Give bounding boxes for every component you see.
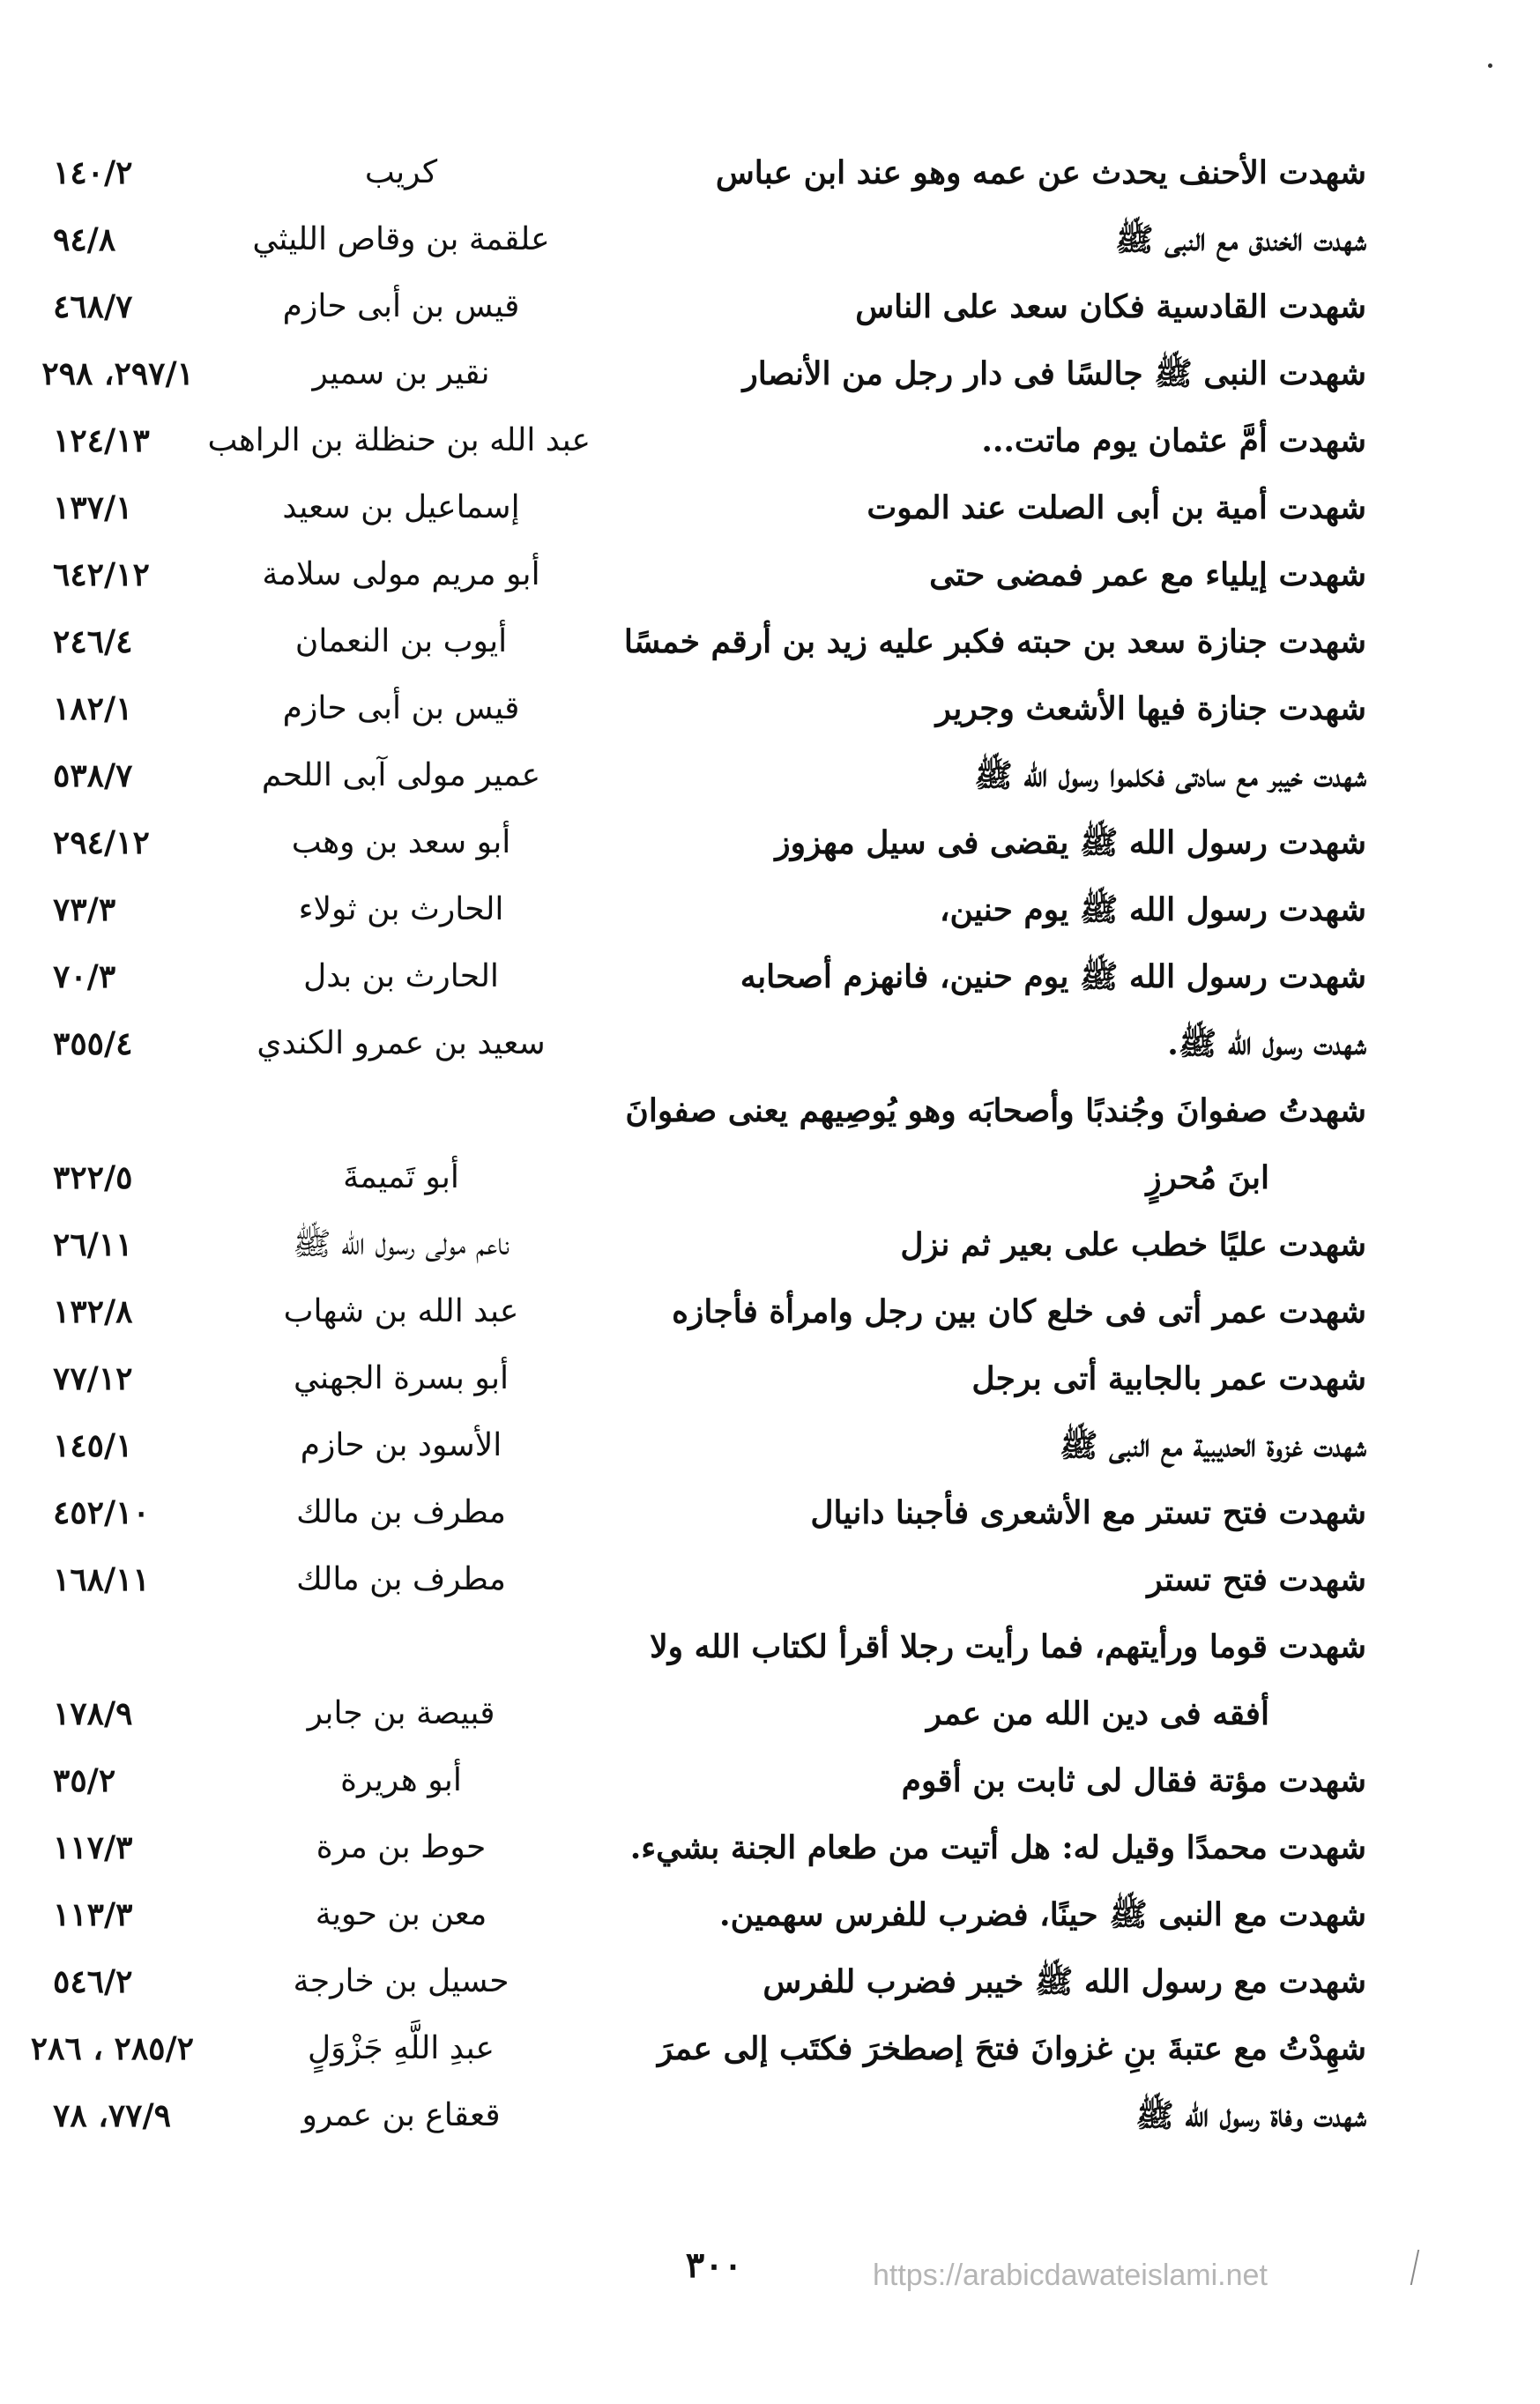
- hadith-phrase: شهدت مع النبى ﷺ حينًا، فضرب للفرس سهمين.: [719, 1896, 1366, 1933]
- hadith-phrase: شهدت الأحنف يحدث عن عمه وهو عند ابن عباس: [715, 154, 1366, 191]
- hadith-phrase: شهدت رسول الله ﷺ يقضى فى سيل مهزوز: [775, 824, 1366, 861]
- index-entry: [53, 876, 1366, 943]
- watermark-url[interactable]: https://arabicdawateislami.net: [873, 2259, 1268, 2292]
- volume-page-ref: ٧٠/٣: [53, 958, 116, 995]
- volume-page-ref: [53, 1613, 194, 1680]
- hadith-phrase: شهدت الخندق مع النبى ﷺ: [1115, 221, 1366, 258]
- index-entry: [30, 2015, 1366, 2082]
- page-speck: [1488, 63, 1492, 68]
- volume-page-ref: ١٦٨/١١: [53, 1561, 150, 1598]
- index-entry: [53, 742, 1366, 809]
- index-entry: [53, 474, 1366, 541]
- hadith-phrase: شهدت محمدًا وقيل له: هل أتيت من طعام الجنة بشيء.: [629, 1829, 1366, 1866]
- hadith-phrase: شهدت عليًا خطب على بعير ثم نزل: [900, 1226, 1366, 1263]
- narrator-name: أبو مريم مولى سلامة: [262, 556, 540, 592]
- index-entry: [53, 407, 1366, 474]
- narrator-name: سعيد بن عمرو الكندي: [257, 1025, 546, 1061]
- index-entry: [53, 273, 1366, 340]
- index-entry: [53, 1211, 1366, 1278]
- volume-page-ref: ٦٤٢/١٢: [53, 556, 150, 593]
- volume-page-ref: ٤٦٨/٧: [53, 288, 133, 325]
- hadith-phrase: شهدت غزوة الحديبية مع النبى ﷺ: [1060, 1427, 1366, 1464]
- volume-page-ref: ٢٤٦/٤: [53, 623, 133, 660]
- hadith-phrase: شهدت أمَّ عثمان يوم ماتت...: [981, 422, 1366, 459]
- index-entry: [53, 1881, 1366, 1948]
- volume-page-ref: ١٢٤/١٣: [53, 422, 150, 459]
- index-entry: [53, 2082, 1366, 2149]
- index-entry: [53, 1010, 1366, 1077]
- hadith-index-list: [30, 139, 1366, 2149]
- hadith-phrase: شهدت إيلياء مع عمر فمضى حتى: [929, 556, 1366, 593]
- volume-page-ref: ١٣٧/١: [53, 489, 133, 526]
- narrator-name: علقمة بن وقاص الليثي: [252, 221, 550, 257]
- narrator-name: عبد الله بن حنظلة بن الراهب: [207, 422, 591, 458]
- index-entry: [53, 139, 1366, 206]
- narrator-name: الحارث بن بدل: [303, 958, 499, 994]
- volume-page-ref: ٣٢٢/٥: [53, 1159, 133, 1196]
- narrator-name: ناعم مولى رسول الله ﷺ: [293, 1226, 510, 1262]
- volume-page-ref: ٣٥٥/٤: [53, 1025, 133, 1062]
- index-entry: [53, 1546, 1366, 1613]
- index-entry: [53, 943, 1366, 1010]
- index-entry: [53, 541, 1366, 608]
- hadith-phrase: شهِدْتُ مع عتبةَ بنِ غزوانَ فتحَ إصطخرَ فكتَب إلى عمرَ: [657, 2030, 1366, 2067]
- hadith-phrase: شهدت قوما ورأيتهم، فما رأيت رجلا أقرأ لكتاب الله ولا: [650, 1628, 1366, 1665]
- narrator-name: أبو تَميمةَ: [343, 1159, 459, 1195]
- hadith-phrase: شهدت القادسية فكان سعد على الناس: [855, 288, 1366, 325]
- volume-page-ref: ٧٧/١٢: [53, 1360, 133, 1397]
- volume-page-ref: ١١٣/٣: [53, 1896, 133, 1933]
- narrator-name: عمير مولى آبى اللحم: [261, 757, 541, 793]
- narrator-name: عبد الله بن شهاب: [283, 1293, 519, 1329]
- hadith-phrase: شهدت مع رسول الله ﷺ خيبر فضرب للفرس: [763, 1963, 1366, 2000]
- hadith-phrase: شهدت رسول الله ﷺ.: [1167, 1025, 1366, 1062]
- hadith-phrase: شهدت فتح تستر مع الأشعرى فأجبنا دانيال: [810, 1494, 1366, 1531]
- volume-page-ref: ٢٩٤/١٢: [53, 824, 150, 861]
- narrator-name: أبو سعد بن وهب: [291, 824, 511, 860]
- index-entry: [41, 340, 1366, 407]
- index-entry: [53, 675, 1366, 742]
- margin-mark: [1410, 2250, 1432, 2285]
- narrator-name: كريب: [364, 154, 438, 190]
- volume-page-ref: ٥٤٦/٢: [53, 1963, 133, 2000]
- index-entry: [53, 1345, 1366, 1412]
- index-entry: [53, 1948, 1366, 2015]
- narrator-name: معن بن حوية: [315, 1896, 487, 1932]
- volume-page-ref: ٢٦/١١: [53, 1226, 133, 1263]
- page-number: ٣٠٠: [685, 2244, 743, 2286]
- hadith-phrase: شهدت عمر أتى فى خلع كان بين رجل وامرأة فأجازه: [672, 1293, 1366, 1330]
- hadith-phrase: شهدت جنازة فيها الأشعث وجرير: [935, 690, 1366, 727]
- volume-page-ref: ٢٨٥/٢ ، ٢٨٦: [30, 2030, 194, 2067]
- hadith-phrase: شهدت رسول الله ﷺ يوم حنين، فانهزم أصحابه: [740, 958, 1366, 995]
- narrator-name: حوط بن مرة: [316, 1829, 487, 1865]
- volume-page-ref: ١٤٠/٢: [53, 154, 133, 191]
- hadith-phrase: شهدت عمر بالجابية أتى برجل: [971, 1360, 1366, 1397]
- volume-page-ref: ٩٤/٨: [53, 221, 116, 258]
- index-entry: [62, 1613, 1366, 1680]
- index-entry: [53, 809, 1366, 876]
- narrator-name: أبو هريرة: [340, 1762, 462, 1798]
- index-entry: [53, 1479, 1366, 1546]
- index-entry: [62, 1077, 1366, 1144]
- narrator-name: مطرف بن مالك: [296, 1561, 506, 1597]
- hadith-phrase: شهدت وفاة رسول الله ﷺ: [1135, 2097, 1366, 2134]
- volume-page-ref: ٣٥/٢: [53, 1762, 116, 1799]
- index-entry: [53, 1814, 1366, 1881]
- narrator-name: قبيصة بن جابر: [307, 1695, 495, 1731]
- volume-page-ref: ٢٩٧/١، ٢٩٨: [41, 355, 194, 392]
- narrator-name: عبدِ اللَّهِ جَزْوَلٍ: [308, 2030, 495, 2066]
- hadith-phrase: ابنَ مُحرزٍ: [1146, 1159, 1269, 1196]
- index-entry: [53, 1412, 1366, 1479]
- volume-page-ref: ١٧٨/٩: [53, 1695, 133, 1732]
- narrator-name: نقير بن سمير: [312, 355, 490, 391]
- volume-page-ref: ١٤٥/١: [53, 1427, 133, 1464]
- volume-page-ref: ٤٥٢/١٠: [53, 1494, 150, 1531]
- narrator-name: قيس بن أبى حازم: [282, 288, 520, 324]
- volume-page-ref: ١٨٢/١: [53, 690, 133, 727]
- hadith-phrase: شهدت أمية بن أبى الصلت عند الموت: [867, 489, 1366, 526]
- narrator-name: قيس بن أبى حازم: [282, 690, 520, 726]
- hadith-phrase: شهدت النبى ﷺ جالسًا فى دار رجل من الأنصار: [742, 355, 1366, 392]
- hadith-phrase: شهدت مؤتة فقال لى ثابت بن أقوم: [901, 1762, 1366, 1799]
- narrator-name: قعقاع بن عمرو: [301, 2097, 501, 2133]
- narrator-name: مطرف بن مالك: [296, 1494, 506, 1530]
- index-entry: [53, 1144, 1366, 1211]
- index-entry: [53, 1278, 1366, 1345]
- narrator-name: إسماعيل بن سعيد: [282, 489, 520, 525]
- volume-page-ref: ٧٣/٣: [53, 891, 116, 928]
- hadith-phrase: شهدت رسول الله ﷺ يوم حنين،: [939, 891, 1366, 928]
- hadith-phrase: شهدت جنازة سعد بن حبته فكبر عليه زيد بن أرقم خمسًا: [623, 623, 1366, 660]
- index-entry: [53, 608, 1366, 675]
- narrator-name: [212, 1613, 591, 1680]
- index-entry: [53, 1680, 1366, 1747]
- narrator-name: الحارث بن ثولاء: [298, 891, 504, 927]
- volume-page-ref: ١٣٢/٨: [53, 1293, 133, 1330]
- index-entry: [53, 1747, 1366, 1814]
- narrator-name: حسيل بن خارجة: [293, 1963, 510, 1999]
- narrator-name: الأسود بن حازم: [300, 1427, 502, 1463]
- volume-page-ref: [53, 1077, 194, 1144]
- hadith-phrase: شهدتُ صفوانَ وجُندبًا وأصحابَه وهو يُوصِيهم يعنى صفوانَ: [625, 1092, 1366, 1129]
- hadith-phrase: شهدت خيبر مع سادتى فكلموا رسول الله ﷺ: [974, 757, 1366, 794]
- narrator-name: أبو بسرة الجهني: [293, 1360, 510, 1396]
- hadith-phrase: شهدت فتح تستر: [1147, 1561, 1366, 1598]
- volume-page-ref: ٥٣٨/٧: [53, 757, 133, 794]
- narrator-name: أيوب بن النعمان: [294, 623, 508, 659]
- volume-page-ref: ١١٧/٣: [53, 1829, 133, 1866]
- hadith-phrase: أفقه فى دين الله من عمر: [926, 1695, 1269, 1732]
- index-entry: [53, 206, 1366, 273]
- volume-page-ref: ٧٧/٩، ٧٨: [53, 2097, 171, 2134]
- narrator-name: [212, 1077, 591, 1144]
